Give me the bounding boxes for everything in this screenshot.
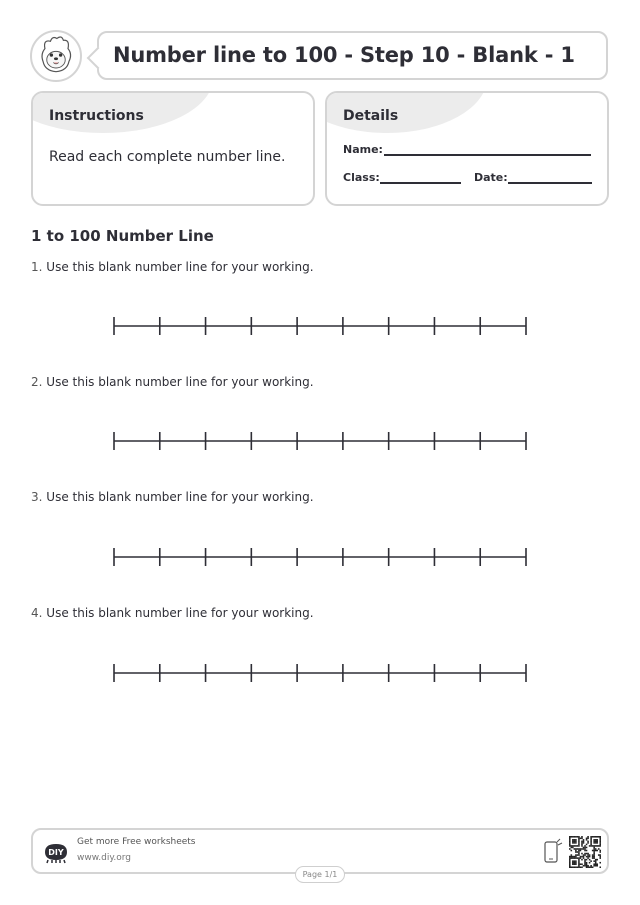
- class-field[interactable]: [380, 182, 461, 184]
- question-text: Use this blank number line for your working.: [46, 260, 314, 274]
- section-title: 1 to 100 Number Line: [31, 227, 214, 245]
- instructions-heading: Instructions: [49, 108, 144, 124]
- title-banner: [97, 31, 608, 80]
- number-line-2[interactable]: [108, 430, 532, 452]
- question-text: Use this blank number line for your working.: [46, 375, 314, 389]
- question-number: 3.: [31, 490, 43, 504]
- instructions-text: Read each complete number line.: [49, 149, 286, 165]
- name-field[interactable]: [384, 154, 591, 156]
- number-line-1[interactable]: [108, 315, 532, 337]
- date-field[interactable]: [508, 182, 592, 184]
- footer-promo-text: Get more Free worksheets: [77, 837, 196, 847]
- name-label: Name:: [343, 143, 383, 156]
- question-3: [31, 490, 314, 504]
- details-card: [325, 91, 609, 206]
- class-label: Class:: [343, 171, 380, 184]
- question-1: [31, 260, 314, 274]
- diy-logo-icon: [42, 840, 70, 864]
- phone-icon: [543, 838, 563, 866]
- question-number: 1.: [31, 260, 43, 274]
- page-indicator: Page 1/1: [295, 866, 345, 883]
- details-heading: Details: [343, 108, 399, 124]
- question-text: Use this blank number line for your working.: [46, 606, 314, 620]
- number-line-4[interactable]: [108, 662, 532, 684]
- logo-text: DIY: [48, 848, 64, 857]
- question-2: [31, 375, 314, 389]
- instructions-card: [31, 91, 315, 206]
- question-number: 4.: [31, 606, 43, 620]
- date-label: Date:: [474, 171, 508, 184]
- page-title: Number line to 100 - Step 10 - Blank - 1: [113, 43, 575, 67]
- number-line-3[interactable]: [108, 546, 532, 568]
- question-4: [31, 606, 314, 620]
- mascot-avatar-icon: [30, 30, 82, 82]
- question-text: Use this blank number line for your working.: [46, 490, 314, 504]
- question-number: 2.: [31, 375, 43, 389]
- qr-code-icon[interactable]: [569, 836, 601, 868]
- footer-url-link[interactable]: www.diy.org: [77, 853, 131, 863]
